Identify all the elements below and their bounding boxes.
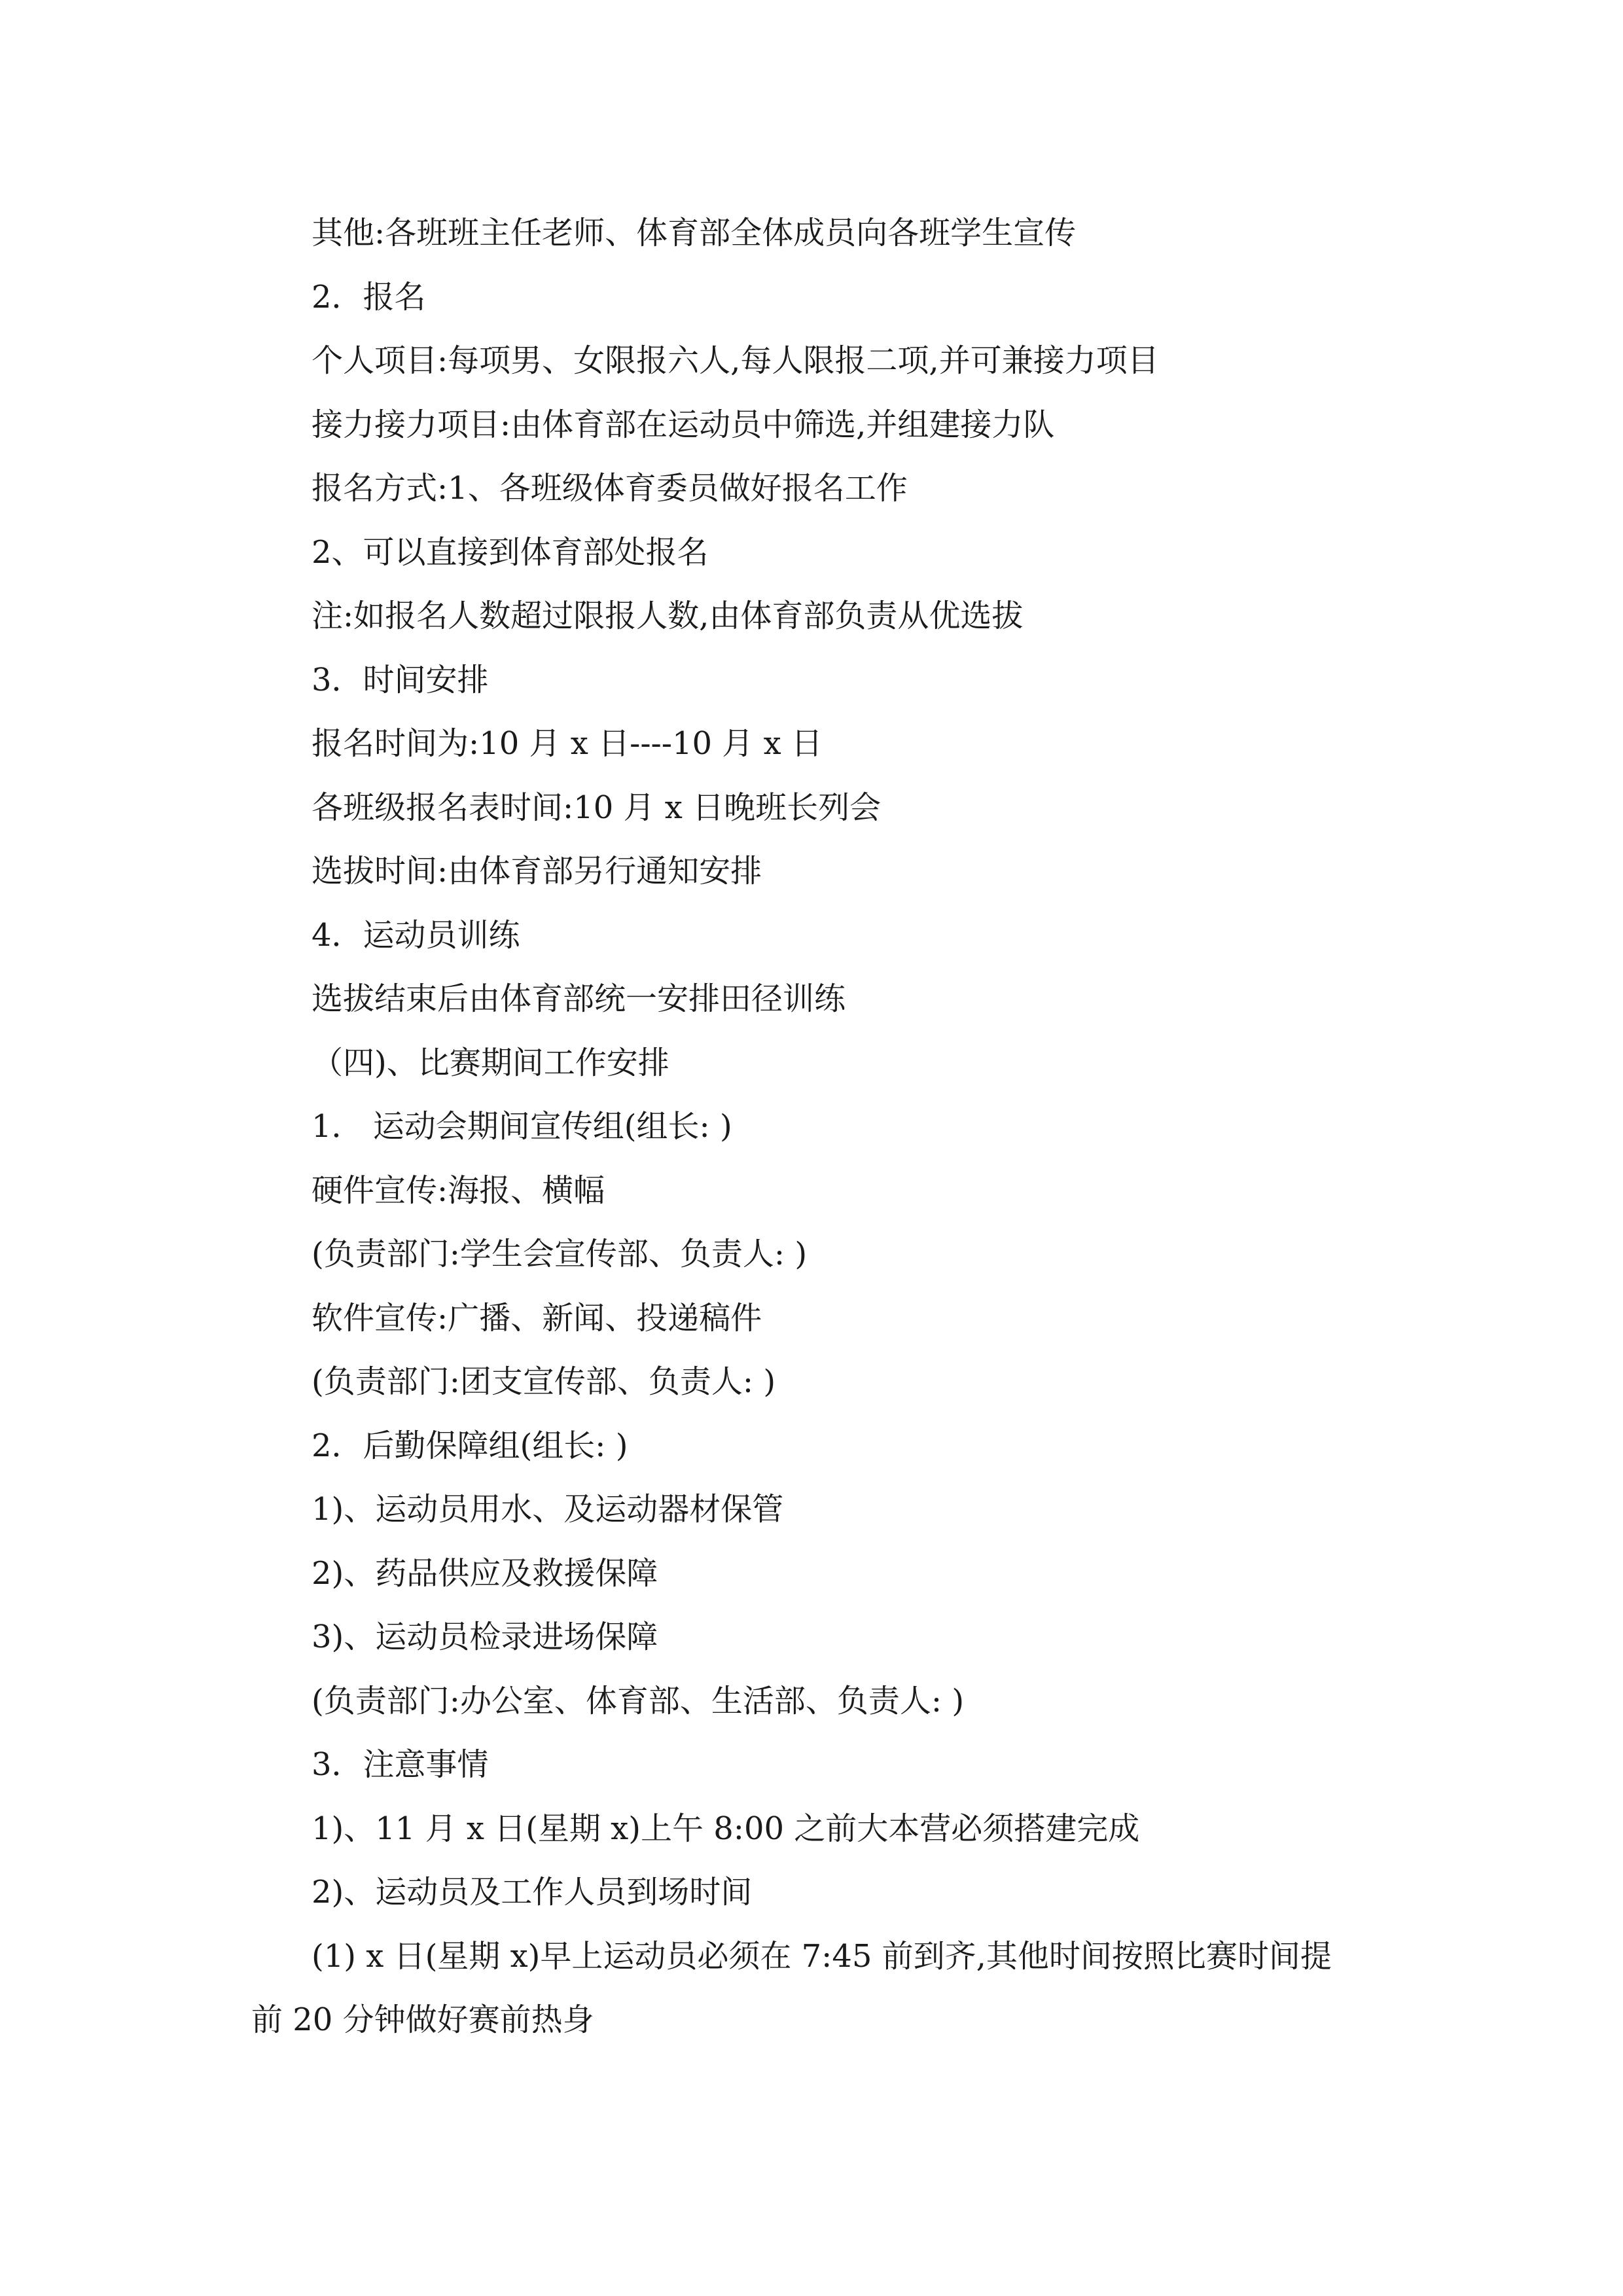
text-line: 选拔时间:由体育部另行通知安排 xyxy=(312,853,762,889)
text-line: 硬件宣传:海报、横幅 xyxy=(312,1172,605,1209)
section-heading: 3．注意事情 xyxy=(312,1746,489,1783)
section-heading: 3．时间安排 xyxy=(312,661,489,698)
section-heading: 4．运动员训练 xyxy=(312,916,520,954)
text-line: 3)、运动员检录进场保障 xyxy=(312,1619,658,1655)
text-line: (负责部门:团支宣传部、负责人: ) xyxy=(312,1363,776,1400)
text-line: 其他:各班班主任老师、体育部全体成员向各班学生宣传 xyxy=(312,215,1077,251)
text-line: 各班级报名表时间:10 月 x 日晚班长列会 xyxy=(312,789,882,826)
text-line: 2)、药品供应及救援保障 xyxy=(312,1554,658,1592)
text-line: (负责部门:办公室、体育部、生活部、负责人: ) xyxy=(312,1682,965,1719)
text-line: 个人项目:每项男、女限报六人,每人限报二项,并可兼接力项目 xyxy=(312,342,1159,379)
text-line: 软件宣传:广播、新闻、投递稿件 xyxy=(312,1299,762,1336)
text-line: 报名时间为:10 月 x 日----10 月 x 日 xyxy=(312,725,823,762)
text-line: 1)、运动员用水、及运动器材保管 xyxy=(312,1491,784,1528)
text-line: (1) x 日(星期 x)早上运动员必须在 7:45 前到齐,其他时间按照比赛时间提 xyxy=(312,1937,1332,1975)
text-line: 选拔结束后由体育部统一安排田径训练 xyxy=(312,980,846,1017)
text-line: (负责部门:学生会宣传部、负责人: ) xyxy=(312,1236,808,1272)
text-line-continuation: 前 20 分钟做好赛前热身 xyxy=(251,2001,594,2038)
section-heading: 2．后勤保障组(组长: ) xyxy=(312,1427,628,1464)
text-line: 2)、运动员及工作人员到场时间 xyxy=(312,1874,753,1910)
section-heading: 1． 运动会期间宣传组(组长: ) xyxy=(312,1108,732,1145)
text-line: 注:如报名人数超过限报人数,由体育部负责从优选拔 xyxy=(312,598,1024,634)
text-line: 1)、11 月 x 日(星期 x)上午 8:00 之前大本营必须搭建完成 xyxy=(312,1810,1140,1847)
text-line: 2、可以直接到体育部处报名 xyxy=(312,533,709,571)
section-heading: （四)、比赛期间工作安排 xyxy=(312,1044,669,1081)
document-body xyxy=(251,202,1385,2053)
text-line: 报名方式:1、各班级体育委员做好报名工作 xyxy=(312,470,908,507)
text-line: 接力接力项目:由体育部在运动员中筛选,并组建接力队 xyxy=(312,406,1055,443)
section-heading: 2．报名 xyxy=(312,278,426,315)
